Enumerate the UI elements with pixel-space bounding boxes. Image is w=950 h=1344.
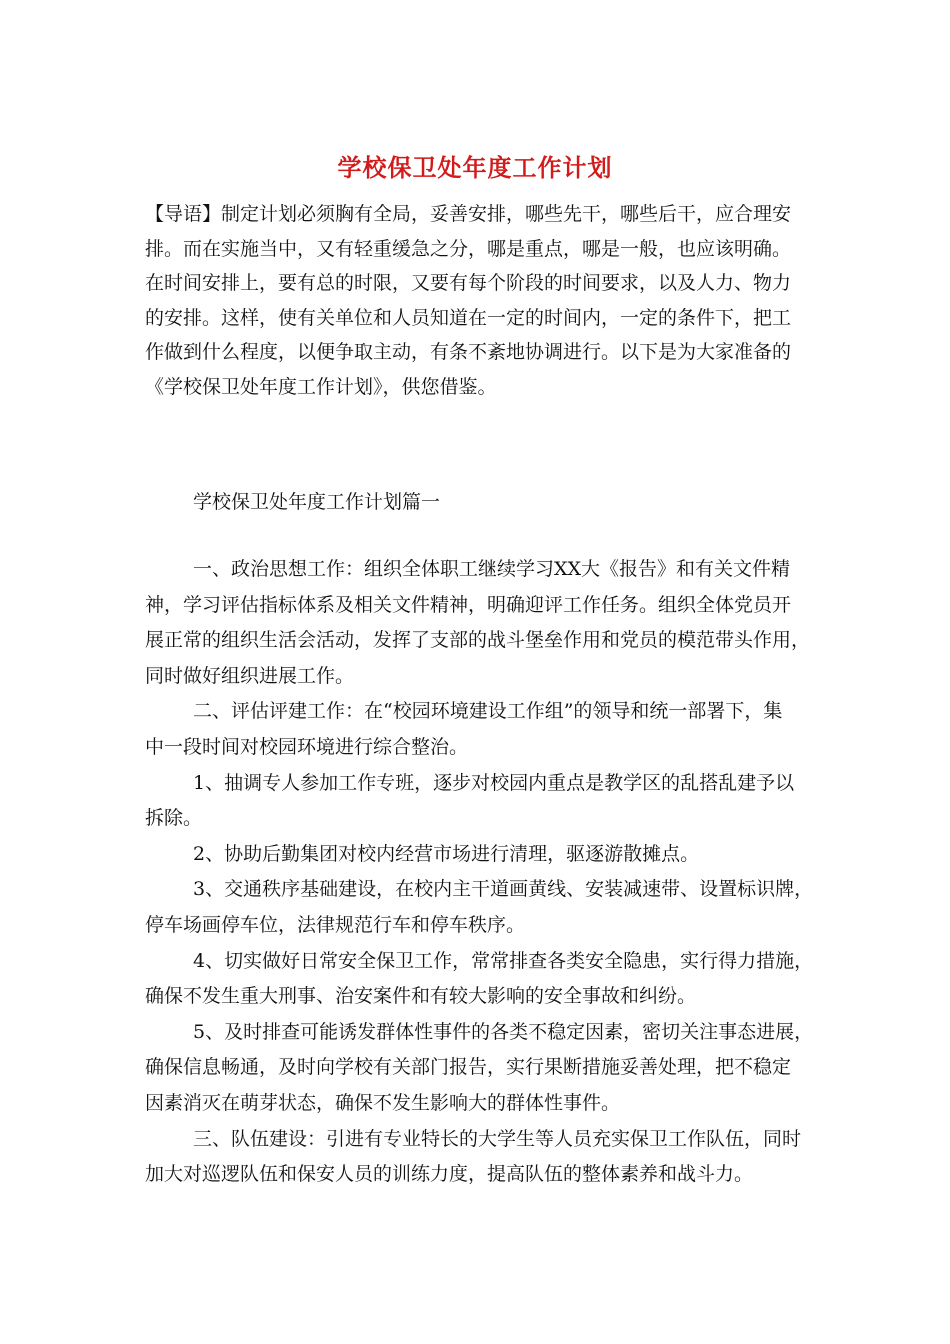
intro-line: 的安排。这样，使有关单位和人员知道在一定的时间内，一定的条件下，把工: [145, 306, 792, 329]
paragraph-line: 加大对巡逻队伍和保安人员的训练力度，提高队伍的整体素养和战斗力。: [145, 1163, 754, 1186]
intro-line: 作做到什么程度，以便争取主动，有条不紊地协调进行。以下是为大家准备的: [145, 341, 792, 363]
paragraph-line: 确保信息畅通，及时向学校有关部门报告，实行果断措施妥善处理，把不稳定: [145, 1056, 792, 1079]
intro-line: 《学校保卫处年度工作计划》，供您借鉴。: [145, 375, 497, 398]
intro-paragraph: [145, 197, 810, 404]
paragraph-line: 2、协助后勤集团对校内经营市场进行清理，驱逐游散摊点。: [193, 842, 700, 865]
body-text: [145, 552, 814, 1193]
paragraph-line: 因素消灭在萌芽状态，确保不发生影响大的群体性事件。: [145, 1091, 621, 1114]
paragraph-line: 停车场画停车位，法律规范行车和停车秩序。: [145, 913, 526, 936]
intro-line: 在时间安排上，要有总的时限，又要有每个阶段的时间要求，以及人力、物力: [145, 272, 792, 294]
paragraph-line: 神，学习评估指标体系及相关文件精神，明确迎评工作任务。组织全体党员开: [145, 593, 792, 616]
document-title: 学校保卫处年度工作计划: [337, 153, 613, 182]
paragraph-line: 中一段时间对校园环境进行综合整治。: [145, 735, 469, 758]
paragraph-line: 确保不发生重大刑事、治安案件和有较大影响的安全事故和纠纷。: [145, 985, 697, 1008]
intro-line: 【导语】制定计划必须胸有全局，妥善安排，哪些先干，哪些后干，应合理安: [145, 203, 792, 225]
intro-line: 排。而在实施当中，又有轻重缓急之分，哪是重点，哪是一般，也应该明确。: [145, 237, 792, 260]
section-heading: 学校保卫处年度工作计划篇一: [193, 491, 441, 513]
paragraph-line: 二、评估评建工作：在“校园环境建设工作组”的领导和统一部署下，集: [193, 700, 783, 723]
paragraph-line: 同时做好组织进展工作。: [145, 664, 355, 687]
paragraph-line: 一、政治思想工作：组织全体职工继续学习XX大《报告》和有关文件精: [193, 558, 791, 580]
paragraph-line: 5、及时排查可能诱发群体性事件的各类不稳定因素，密切关注事态进展，: [193, 1020, 814, 1043]
paragraph-line: 3、交通秩序基础建设，在校内主干道画黄线、安装减速带、设置标识牌，: [193, 878, 814, 901]
paragraph-line: 展正常的组织生活会活动，发挥了支部的战斗堡垒作用和党员的模范带头作用，: [145, 629, 811, 652]
paragraph-line: 拆除。: [145, 807, 203, 830]
paragraph-line: 三、队伍建设：引进有专业特长的大学生等人员充实保卫工作队伍，同时: [193, 1127, 802, 1150]
paragraph-line: 1、抽调专人参加工作专班，逐步对校园内重点是教学区的乱搭乱建予以: [193, 771, 795, 794]
paragraph-line: 4、切实做好日常安全保卫工作，常常排查各类安全隐患，实行得力措施，: [193, 949, 814, 972]
